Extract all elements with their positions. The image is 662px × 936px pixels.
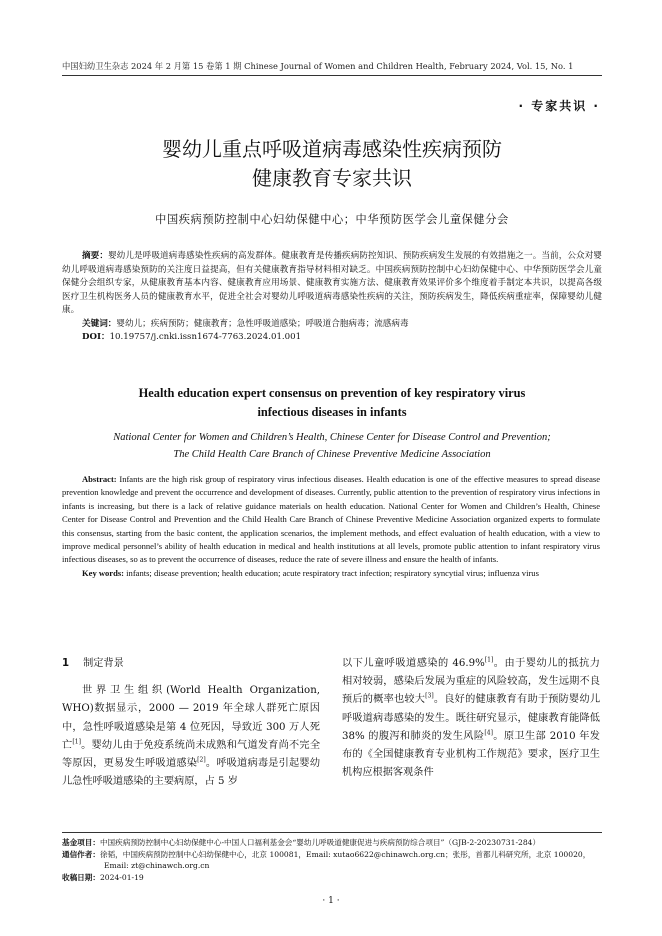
citation: [1] — [72, 738, 81, 746]
chinese-keywords — [62, 318, 602, 332]
chinese-abstract-label: 摘要： — [82, 251, 109, 261]
doi-text: 10.19757/j.cnki.issn1674-7763.2024.01.001 — [109, 332, 302, 342]
section-heading — [62, 655, 320, 673]
body-paragraph-left — [62, 682, 320, 791]
body-text: 。原卫生部 2010 年发布的《全国健康教育专业机构工作规范》要求，医疗卫生机构应根据客观条件 — [342, 730, 600, 779]
page-number: · 1 · — [322, 896, 340, 906]
body-column-right — [342, 655, 600, 782]
english-authors-line1: National Center for Women and Children’s Health, Chinese Center for Disease Control and Prevention; — [113, 432, 551, 443]
body-text: 世界卫生组织(World Health Organization, WHO)数据显示，2000 — 2019 年全球人群死亡原因中，急性呼吸道感染是第 4 位死因，导致近 300 万人死亡 — [62, 685, 320, 751]
body-text: 。呼吸道病毒是引起婴幼儿急性呼吸道感染的主要病原，占 5 岁 — [62, 758, 321, 788]
body-text: 。良好的健康教育有助于预防婴幼儿呼吸道病毒感染的发生。既往研究显示，健康教育能降低 38% 的腹泻和肺炎的发生风险 — [342, 694, 601, 742]
doi-line — [62, 331, 602, 345]
column-tag: · 专家共识 · — [518, 99, 600, 113]
citation: [4] — [484, 729, 493, 737]
received-label: 收稿日期： — [62, 872, 100, 882]
english-abstract-text: Infants are the high risk group of respiratory virus infectious diseases. Health education is one of the effective measures to spread disease prevention knowledge and prevent the occurrence and development of diseases. Currently, public attention to the prevention of respiratory virus infections in infants is increasing, but there is a lack of relative guidance materials on health education. National Center for Women and Children’s Health, Chinese Center for Disease Control and Prevention and the Child Health Care Branch of Chinese Preventive Medicine Association organized experts to formulate this consensus, starting from the basic content, the application scenarios, the implement methods, and effect evaluation of health education, with a view to improve medical personnel’s ability of health education in medical and health institutions at all levels, promote public attention to infant respiratory virus infectious diseases, so as to prevent the occurrence of diseases, reduce the rate of severe illness and ensure the health of infants. — [62, 474, 601, 565]
chinese-title — [62, 135, 602, 193]
funding-label: 基金项目： — [62, 838, 100, 847]
english-title — [62, 384, 602, 422]
corresponding-text: 徐韬，中国疾病预防控制中心妇幼保健中心，北京 100081，Email: xutao6622@chinawch.org.cn；张彤，首都儿科研究所，北京 100020， — [99, 849, 591, 859]
footnote-divider — [62, 832, 602, 833]
header-divider — [62, 75, 602, 76]
received-date-note — [62, 872, 602, 884]
chinese-keywords-text: 婴幼儿；疾病预防；健康教育；急性呼吸道感染；呼吸道合胞病毒；流感病毒 — [116, 318, 409, 329]
english-title-line1: Health education expert consensus on prevention of key respiratory virus — [138, 386, 526, 400]
section-title: 制定背景 — [83, 658, 124, 669]
citation: [1] — [484, 656, 494, 664]
body-text: 。婴幼儿由于免疫系统尚未成熟和气道发育尚不完全等原因，更易发生呼吸道感染 — [62, 739, 321, 770]
body-paragraph-right — [342, 655, 600, 782]
corresponding-author-note — [62, 849, 602, 861]
funding-text: 中国疾病预防控制中心妇幼保健中心-中国人口福利基金会“婴幼儿呼吸道健康促进与疾病预防综合项目”（GJB-2-20230731-284） — [99, 838, 541, 847]
chinese-keywords-label: 关键词： — [82, 318, 117, 329]
chinese-abstract-paragraph — [62, 250, 602, 318]
chinese-abstract-text: 婴幼儿是呼吸道病毒感染性疾病的高发群体。健康教育是传播疾病防控知识、预防疾病发生发展的有效措施之一。当前，公众对婴幼儿呼吸道病毒感染预防的关注度日益提高，但有关健康教育指导材料相对缺乏。中国疾病预防控制中心妇幼保健中心、中华预防医学会儿童保健分会组织专家，从健康教育基本内容、健康教育应用场景、健康教育实施方法、健康教育效果评价多个维度着手制定本共识，以提高各级医疗卫生机构医务人员的健康教育水平，促进全社会对婴幼儿呼吸道病毒感染性疾病的关注，预防疾病发生，降低疾病重症率，保障婴幼儿健康。 — [62, 251, 602, 315]
english-authors-line2: The Child Health Care Branch of Chinese Preventive Medicine Association — [173, 449, 491, 460]
funding-note — [62, 837, 602, 849]
english-abstract-paragraph — [62, 473, 600, 567]
chinese-abstract — [62, 250, 602, 345]
corresponding-email: Email: zt@chinawch.org.cn — [104, 861, 210, 871]
received-text: 2024-01-19 — [99, 872, 144, 882]
chinese-authors: 中国疾病预防控制中心妇幼保健中心；中华预防医学会儿童保健分会 — [155, 213, 509, 226]
english-abstract-label: Abstract: — [82, 474, 117, 484]
body-text: 以下儿童呼吸道感染的 46.9% — [342, 658, 485, 669]
english-title-line2: infectious diseases in infants — [257, 405, 407, 419]
english-keywords-text: infants; disease prevention; health education; acute respiratory tract infection; respiratory syncytial virus; influenza virus — [126, 567, 539, 578]
corresponding-label: 通信作者： — [62, 849, 100, 859]
footnotes — [62, 837, 602, 883]
chinese-title-line2: 健康教育专家共识 — [252, 166, 412, 190]
citation: [2] — [197, 756, 206, 764]
body-column-left — [62, 655, 320, 791]
english-abstract — [62, 473, 600, 580]
body-text: 。由于婴幼儿的抵抗力相对较弱，感染后发展为重症的风险较高，发生远期不良预后的概率也较大 — [342, 658, 600, 706]
english-keywords-label: Key words: — [82, 567, 125, 578]
english-authors — [62, 429, 602, 463]
citation: [3] — [425, 693, 434, 701]
section-number: 1 — [62, 658, 70, 669]
doi-label: DOI： — [82, 332, 110, 342]
english-keywords — [62, 567, 600, 580]
chinese-title-line1: 婴幼儿重点呼吸道病毒感染性疾病预防 — [162, 137, 502, 161]
journal-header: 中国妇幼卫生杂志 2024 年 2 月第 15 卷第 1 期 Chinese Journal of Women and Children Health, February 2024, Vol. 15, No. 1 — [62, 61, 574, 71]
